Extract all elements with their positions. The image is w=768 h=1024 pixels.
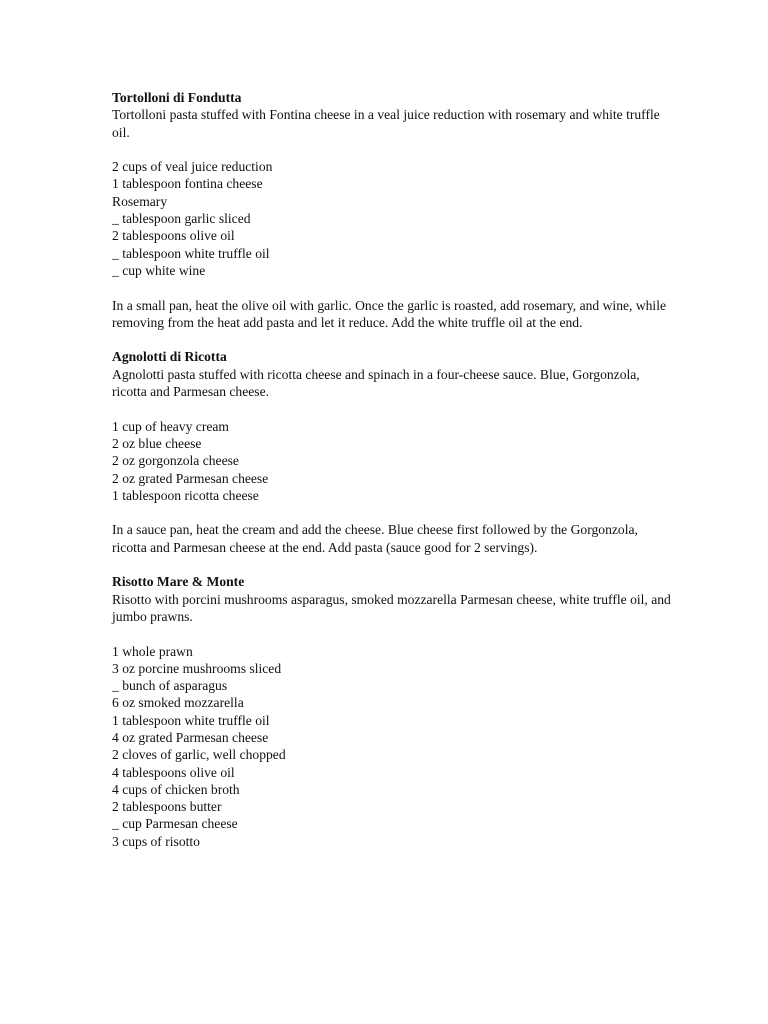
ingredient-item: 2 oz blue cheese	[112, 435, 202, 451]
document-page	[112, 89, 672, 867]
ingredient-item: 1 tablespoon fontina cheese	[112, 176, 263, 192]
ingredient-item: 6 oz smoked mozzarella	[112, 695, 244, 711]
recipe-instructions: In a small pan, heat the olive oil with garlic. Once the garlic is roasted, add rosemary, and wine, while removing from the heat add pasta and let it reduce. Add the white truffle oil at the end.	[112, 297, 667, 330]
ingredient-item: 2 cloves of garlic, well chopped	[112, 747, 286, 763]
ingredient-item: 2 oz grated Parmesan cheese	[112, 470, 269, 486]
ingredient-item: 3 cups of risotto	[112, 833, 200, 849]
recipe-title: Agnolotti di Ricotta	[112, 349, 227, 365]
ingredient-item: 2 tablespoons butter	[112, 799, 222, 815]
ingredient-item: 1 whole prawn	[112, 643, 193, 659]
ingredient-item: _ cup Parmesan cheese	[112, 816, 238, 832]
ingredient-item: _ tablespoon white truffle oil	[112, 245, 270, 261]
ingredient-item: 4 cups of chicken broth	[112, 781, 240, 797]
recipe-description: Risotto with porcini mushrooms asparagus, smoked mozzarella Parmesan cheese, white truffle oil, and jumbo prawns.	[112, 591, 671, 624]
recipe-risotto	[112, 573, 672, 850]
recipe-tortolloni	[112, 89, 672, 331]
ingredient-item: 2 tablespoons olive oil	[112, 228, 235, 244]
ingredient-list	[112, 643, 672, 851]
recipe-title: Risotto Mare & Monte	[112, 574, 245, 590]
recipe-description: Tortolloni pasta stuffed with Fontina cheese in a veal juice reduction with rosemary and white truffle oil.	[112, 107, 660, 140]
ingredient-item: 1 cup of heavy cream	[112, 418, 230, 434]
recipe-description: Agnolotti pasta stuffed with ricotta cheese and spinach in a four-cheese sauce. Blue, Gorgonzola, ricotta and Parmesan cheese.	[112, 366, 640, 400]
ingredient-item: _ tablespoon garlic sliced	[112, 211, 251, 227]
ingredient-item: 4 oz grated Parmesan cheese	[112, 729, 269, 745]
ingredient-item: Rosemary	[112, 193, 168, 209]
ingredient-item: 1 tablespoon ricotta cheese	[112, 487, 259, 503]
recipe-agnolotti	[112, 348, 672, 556]
ingredient-list	[112, 418, 672, 504]
ingredient-item: _ bunch of asparagus	[112, 678, 228, 694]
ingredient-item: 1 tablespoon white truffle oil	[112, 712, 270, 728]
recipe-title: Tortolloni di Fondutta	[112, 90, 242, 105]
ingredient-item: 2 oz gorgonzola cheese	[112, 453, 239, 469]
ingredient-item: 4 tablespoons olive oil	[112, 764, 235, 780]
ingredient-list	[112, 158, 672, 279]
ingredient-item: 2 cups of veal juice reduction	[112, 159, 273, 175]
ingredient-item: 3 oz porcine mushrooms sliced	[112, 660, 282, 676]
ingredient-item: _ cup white wine	[112, 262, 206, 278]
recipe-instructions: In a sauce pan, heat the cream and add the cheese. Blue cheese first followed by the Gorgonzola, ricotta and Parmesan cheese at the end. Add pasta (sauce good for 2 servings).	[112, 522, 638, 555]
